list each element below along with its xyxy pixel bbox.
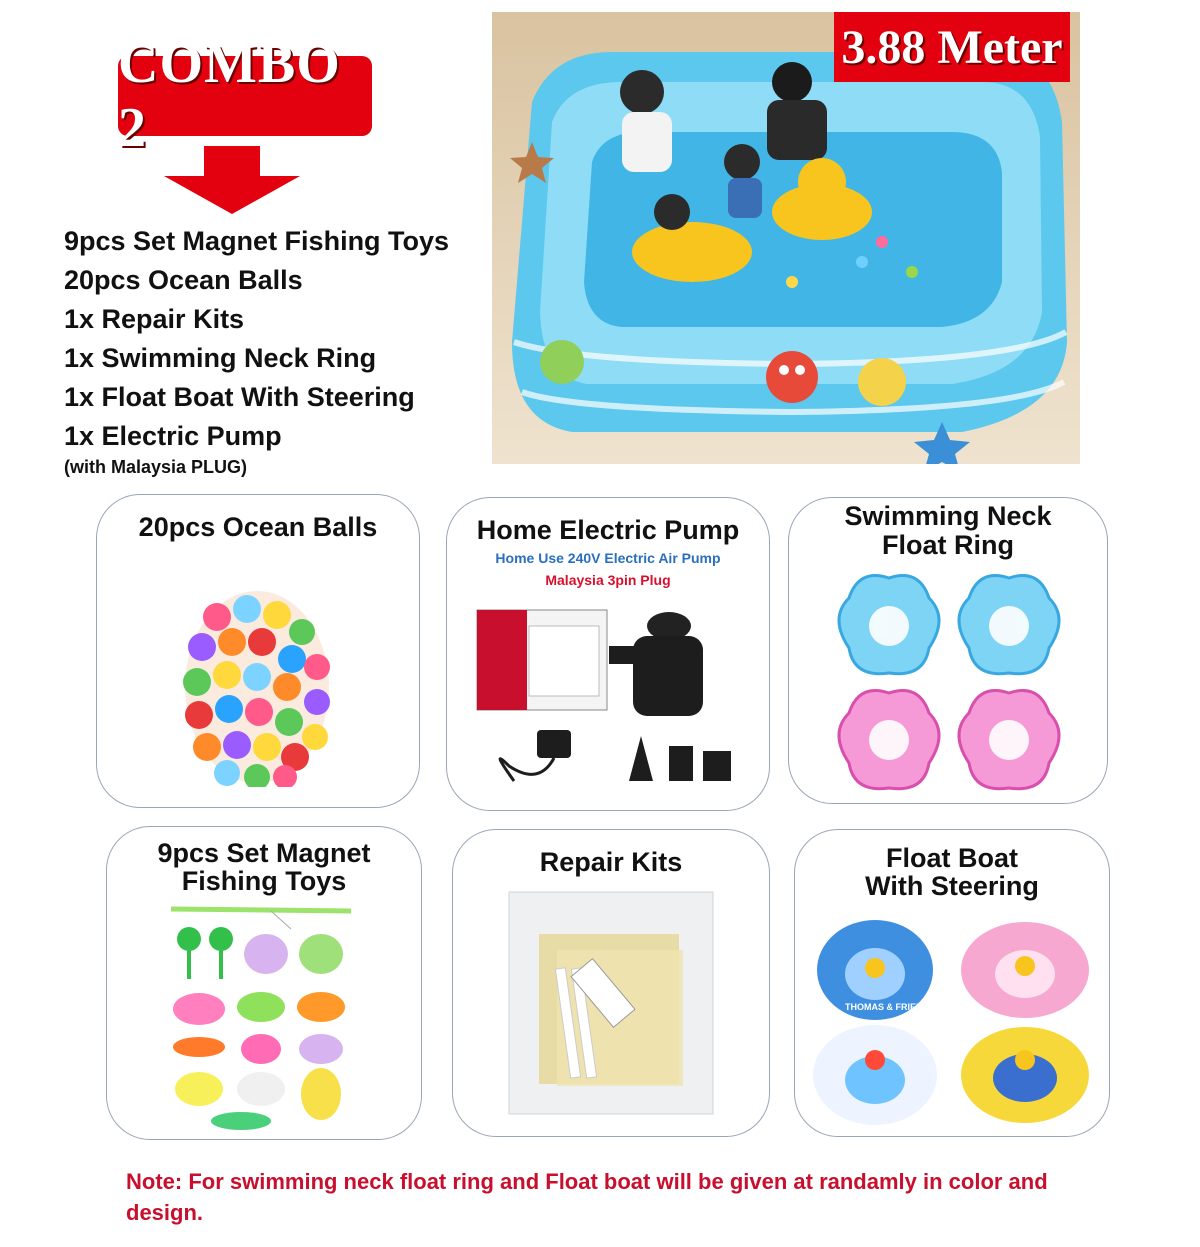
combo-label: COMBO 2 bbox=[118, 33, 341, 159]
card-ocean-balls bbox=[96, 494, 420, 808]
card-electric-pump bbox=[446, 497, 770, 811]
size-badge bbox=[834, 12, 1070, 82]
card-title: Home Electric Pump bbox=[476, 515, 740, 545]
combo-badge bbox=[118, 33, 372, 159]
fishing-toys-image bbox=[161, 899, 371, 1131]
contents-list bbox=[64, 222, 449, 478]
card-neck-ring bbox=[788, 497, 1108, 804]
card-fishing-toys bbox=[106, 826, 422, 1140]
arrow-down-icon bbox=[164, 146, 300, 214]
list-item: 1x Float Boat With Steering bbox=[64, 382, 415, 412]
list-item: 9pcs Set Magnet Fishing Toys bbox=[64, 226, 450, 256]
list-item: 1x Swimming Neck Ring bbox=[64, 343, 377, 373]
list-item: 1x Repair Kits bbox=[64, 304, 245, 334]
card-title-line2: Fishing Toys bbox=[181, 866, 347, 896]
card-title: 20pcs Ocean Balls bbox=[138, 512, 378, 542]
neck-ring-image bbox=[829, 568, 1069, 798]
float-boat-image bbox=[805, 910, 1099, 1132]
boat-brand-text: THOMAS & FRIENDS bbox=[845, 1002, 935, 1012]
pump-subtitle: Home Use 240V Electric Air Pump bbox=[495, 550, 721, 566]
card-title-line1: 9pcs Set Magnet bbox=[157, 838, 371, 868]
card-title-line2: With Steering bbox=[865, 871, 1039, 901]
footer-note: Note: For swimming neck float ring and Float boat will be given at randamly in color and design. bbox=[126, 1169, 1048, 1225]
card-title: Repair Kits bbox=[539, 847, 683, 877]
card-float-boat bbox=[794, 829, 1110, 1137]
pump-plug-label: Malaysia 3pin Plug bbox=[545, 572, 671, 588]
size-label: 3.88 Meter bbox=[841, 20, 1063, 74]
repair-kit-image bbox=[505, 888, 717, 1118]
list-item: 20pcs Ocean Balls bbox=[64, 265, 303, 295]
ocean-balls-image bbox=[177, 587, 337, 787]
list-item: 1x Electric Pump bbox=[64, 421, 282, 451]
electric-pump-image bbox=[469, 596, 749, 796]
pump-plug-note: (with Malaysia PLUG) bbox=[64, 457, 248, 477]
card-repair-kits bbox=[452, 829, 770, 1137]
card-title-line1: Swimming Neck bbox=[844, 501, 1052, 531]
card-title-line1: Float Boat bbox=[886, 843, 1018, 873]
card-title-line2: Float Ring bbox=[882, 530, 1014, 560]
